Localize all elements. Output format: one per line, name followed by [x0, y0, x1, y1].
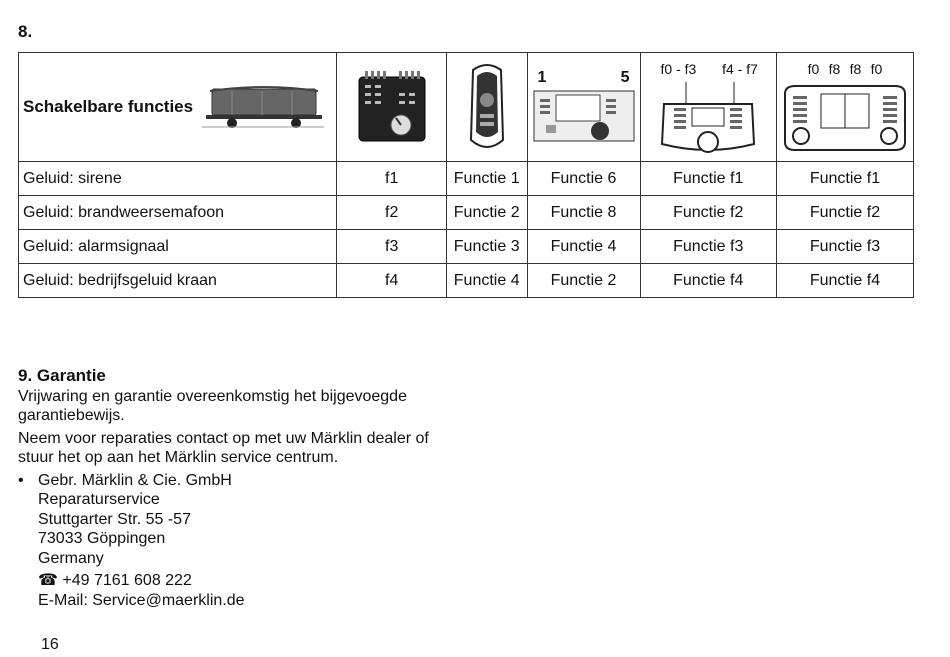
cell-value: f1 — [337, 162, 446, 196]
garantie-section — [18, 366, 468, 610]
mobile-remote-header — [446, 53, 527, 162]
cell-value: Functie f2 — [776, 196, 913, 230]
function-table — [18, 52, 914, 298]
cell-value: Functie f3 — [640, 230, 776, 264]
function-name: Geluid: bedrijfsgeluid kraan — [19, 264, 337, 298]
page-number: 16 — [41, 636, 59, 653]
central-station-icon — [781, 82, 909, 154]
cell-value: Functie 6 — [527, 162, 640, 196]
cell-value: Functie 4 — [446, 264, 527, 298]
cell-value: Functie f4 — [776, 264, 913, 298]
table-row — [19, 230, 914, 264]
cell-value: Functie 2 — [446, 196, 527, 230]
function-name: Geluid: brandweersemafoon — [19, 196, 337, 230]
cell-value: f4 — [337, 264, 446, 298]
garantie-paragraph: Vrijwaring en garantie overeenkomstig het bijgevoegde garantiebewijs. — [18, 387, 407, 424]
cell-value: f2 — [337, 196, 446, 230]
function-name: Geluid: alarmsignaal — [19, 230, 337, 264]
city: 73033 Göppingen — [38, 530, 166, 547]
header-title-cell — [19, 53, 337, 162]
ms2-label-left: f0 - f3 — [660, 61, 697, 77]
cell-value: f3 — [337, 230, 446, 264]
cs-label-4: f0 — [870, 61, 883, 77]
street: Stuttgarter Str. 55 -57 — [38, 510, 191, 528]
bullet: • — [18, 471, 24, 489]
ms1-label-right: 5 — [620, 69, 630, 86]
cell-value: Functie 8 — [527, 196, 640, 230]
control-unit-header — [337, 53, 446, 162]
central-station-header — [776, 53, 913, 162]
freight-wagon-icon — [202, 83, 324, 131]
repair-paragraph: Neem voor reparaties contact op met uw Märklin dealer of stuur het op aan het Märklin service centrum. — [18, 429, 429, 466]
table-row — [19, 264, 914, 298]
mobile-station-icon — [532, 87, 636, 147]
mobile-station-1-header — [527, 53, 640, 162]
section-number: 8. — [18, 22, 33, 41]
email: E-Mail: Service@maerklin.de — [38, 591, 245, 609]
cs-label-1: f0 — [807, 61, 820, 77]
table-row — [19, 162, 914, 196]
table-row — [19, 196, 914, 230]
mobile-station-2-icon — [658, 82, 758, 156]
control-unit-icon — [357, 69, 427, 145]
address-block — [18, 471, 468, 611]
section-heading: 9. Garantie — [18, 366, 106, 385]
cell-value: Functie 4 — [527, 230, 640, 264]
country: Germany — [38, 549, 104, 567]
cs-label-2: f8 — [828, 61, 841, 77]
phone-icon: ☎ — [38, 572, 58, 589]
cell-value: Functie 1 — [446, 162, 527, 196]
handheld-remote-icon — [467, 60, 507, 154]
cs-labels — [781, 61, 909, 77]
mobile-station-2-header — [640, 53, 776, 162]
cell-value: Functie f1 — [776, 162, 913, 196]
ms1-label-left: 1 — [537, 69, 547, 86]
table-header-row — [19, 53, 914, 162]
cell-value: Functie f2 — [640, 196, 776, 230]
cell-value: Functie f4 — [640, 264, 776, 298]
cell-value: Functie 2 — [527, 264, 640, 298]
cell-value: Functie f3 — [776, 230, 913, 264]
cell-value: Functie f1 — [640, 162, 776, 196]
company-name: Gebr. Märklin & Cie. GmbH — [38, 471, 232, 489]
ms2-label-right: f4 - f7 — [722, 61, 758, 77]
function-name: Geluid: sirene — [19, 162, 337, 196]
cell-value: Functie 3 — [446, 230, 527, 264]
header-title: Schakelbare functies — [23, 97, 194, 116]
phone-number: +49 7161 608 222 — [62, 572, 192, 589]
cs-label-3: f8 — [849, 61, 862, 77]
phone-line — [38, 571, 245, 591]
department: Reparaturservice — [38, 491, 160, 508]
